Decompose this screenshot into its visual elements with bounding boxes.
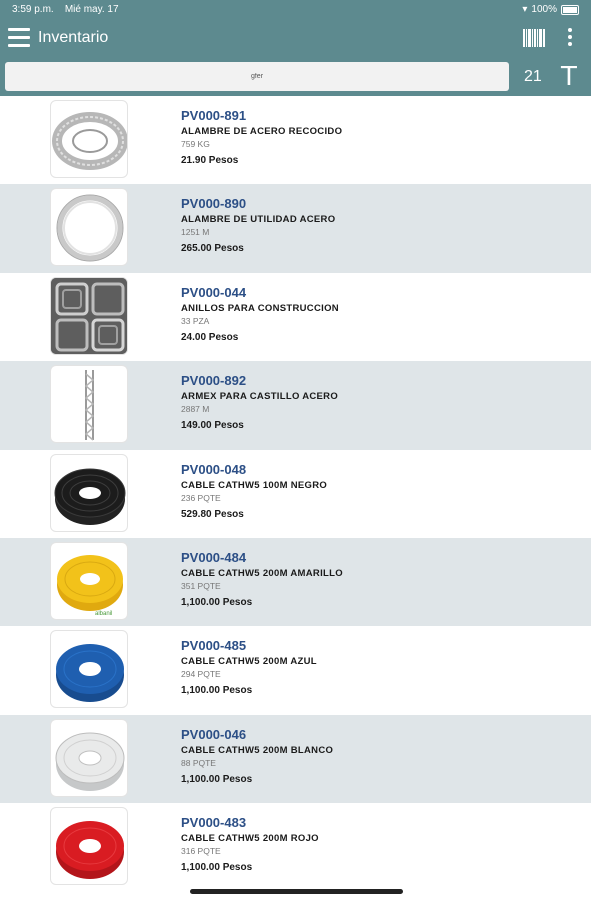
product-code: PV000-890 — [181, 196, 247, 212]
text-filter-button[interactable]: T — [561, 62, 577, 92]
status-bar — [0, 0, 591, 20]
product-price: 529.80 Pesos — [181, 508, 244, 520]
status-left — [12, 4, 119, 15]
product-image — [50, 542, 128, 620]
product-price: 1,100.00 Pesos — [181, 685, 253, 697]
battery-icon — [561, 5, 579, 15]
list-item[interactable] — [0, 715, 591, 803]
page-title: Inventario — [38, 29, 109, 46]
product-code: PV000-891 — [181, 108, 247, 123]
product-image — [50, 365, 128, 443]
product-price: 1,100.00 Pesos — [181, 862, 253, 874]
product-code: PV000-048 — [181, 461, 247, 477]
list-item[interactable] — [0, 361, 591, 449]
product-image — [50, 454, 128, 532]
list-item[interactable] — [0, 626, 591, 714]
product-quantity: 88 PQTE — [181, 757, 216, 768]
product-quantity: 316 PQTE — [181, 846, 221, 857]
list-item[interactable] — [0, 184, 591, 272]
product-quantity: 1251 M — [181, 227, 210, 238]
product-quantity: 236 PQTE — [181, 492, 221, 503]
search-input[interactable] — [5, 62, 509, 91]
product-quantity: 759 KG — [181, 139, 210, 149]
product-name: CABLE CATHW5 200M BLANCO — [181, 744, 334, 756]
product-price: 24.00 Pesos — [181, 331, 239, 343]
wifi-icon: ▾ — [522, 4, 528, 15]
product-price: 1,100.00 Pesos — [181, 596, 253, 608]
product-image — [50, 277, 128, 355]
status-date: Mié may. 17 — [64, 4, 119, 15]
product-name: CABLE CATHW5 200M AMARILLO — [181, 567, 343, 579]
product-image — [50, 630, 128, 708]
product-quantity: 33 PZA — [181, 315, 210, 326]
product-name: CABLE CATHW5 100M NEGRO — [181, 479, 328, 491]
list-item[interactable] — [0, 538, 591, 626]
product-list — [0, 96, 591, 892]
product-name: CABLE CATHW5 200M AZUL — [181, 656, 317, 668]
product-code: PV000-044 — [181, 284, 247, 300]
product-name: ANILLOS PARA CONSTRUCCION — [181, 302, 339, 314]
product-name: ARMEX PARA CASTILLO ACERO — [181, 391, 339, 403]
list-item[interactable] — [0, 450, 591, 538]
result-count: 21 — [524, 68, 542, 85]
barcode-scan-icon[interactable] — [523, 29, 545, 47]
product-name: ALAMBRE DE ACERO RECOCIDO — [181, 126, 343, 137]
product-quantity: 294 PQTE — [181, 669, 221, 680]
battery-percent: 100% — [531, 4, 557, 15]
menu-icon[interactable] — [8, 28, 30, 48]
product-image — [50, 719, 128, 797]
product-price: 1,100.00 Pesos — [181, 773, 253, 785]
list-item[interactable] — [0, 803, 591, 891]
product-code: PV000-484 — [181, 549, 247, 565]
product-image — [50, 188, 128, 266]
home-indicator — [190, 889, 403, 894]
product-image — [50, 807, 128, 885]
product-price: 149.00 Pesos — [181, 420, 244, 432]
product-code: PV000-892 — [181, 373, 247, 389]
app-bar — [0, 20, 591, 58]
list-item[interactable] — [0, 273, 591, 361]
more-options-icon[interactable] — [566, 28, 574, 50]
status-time: 3:59 p.m. — [12, 4, 54, 15]
product-name: CABLE CATHW5 200M ROJO — [181, 833, 319, 845]
product-code: PV000-485 — [181, 638, 247, 654]
product-price: 265.00 Pesos — [181, 243, 244, 255]
list-item[interactable] — [0, 96, 591, 184]
product-quantity: 2887 M — [181, 404, 210, 415]
product-image — [50, 100, 128, 178]
search-row — [0, 58, 591, 96]
svg-text:albanil: albanil — [95, 610, 113, 617]
status-right — [522, 4, 579, 15]
product-quantity: 351 PQTE — [181, 580, 221, 591]
product-name: ALAMBRE DE UTILIDAD ACERO — [181, 214, 336, 226]
product-code: PV000-483 — [181, 815, 247, 831]
product-code: PV000-046 — [181, 726, 247, 742]
product-price: 21.90 Pesos — [181, 155, 239, 166]
